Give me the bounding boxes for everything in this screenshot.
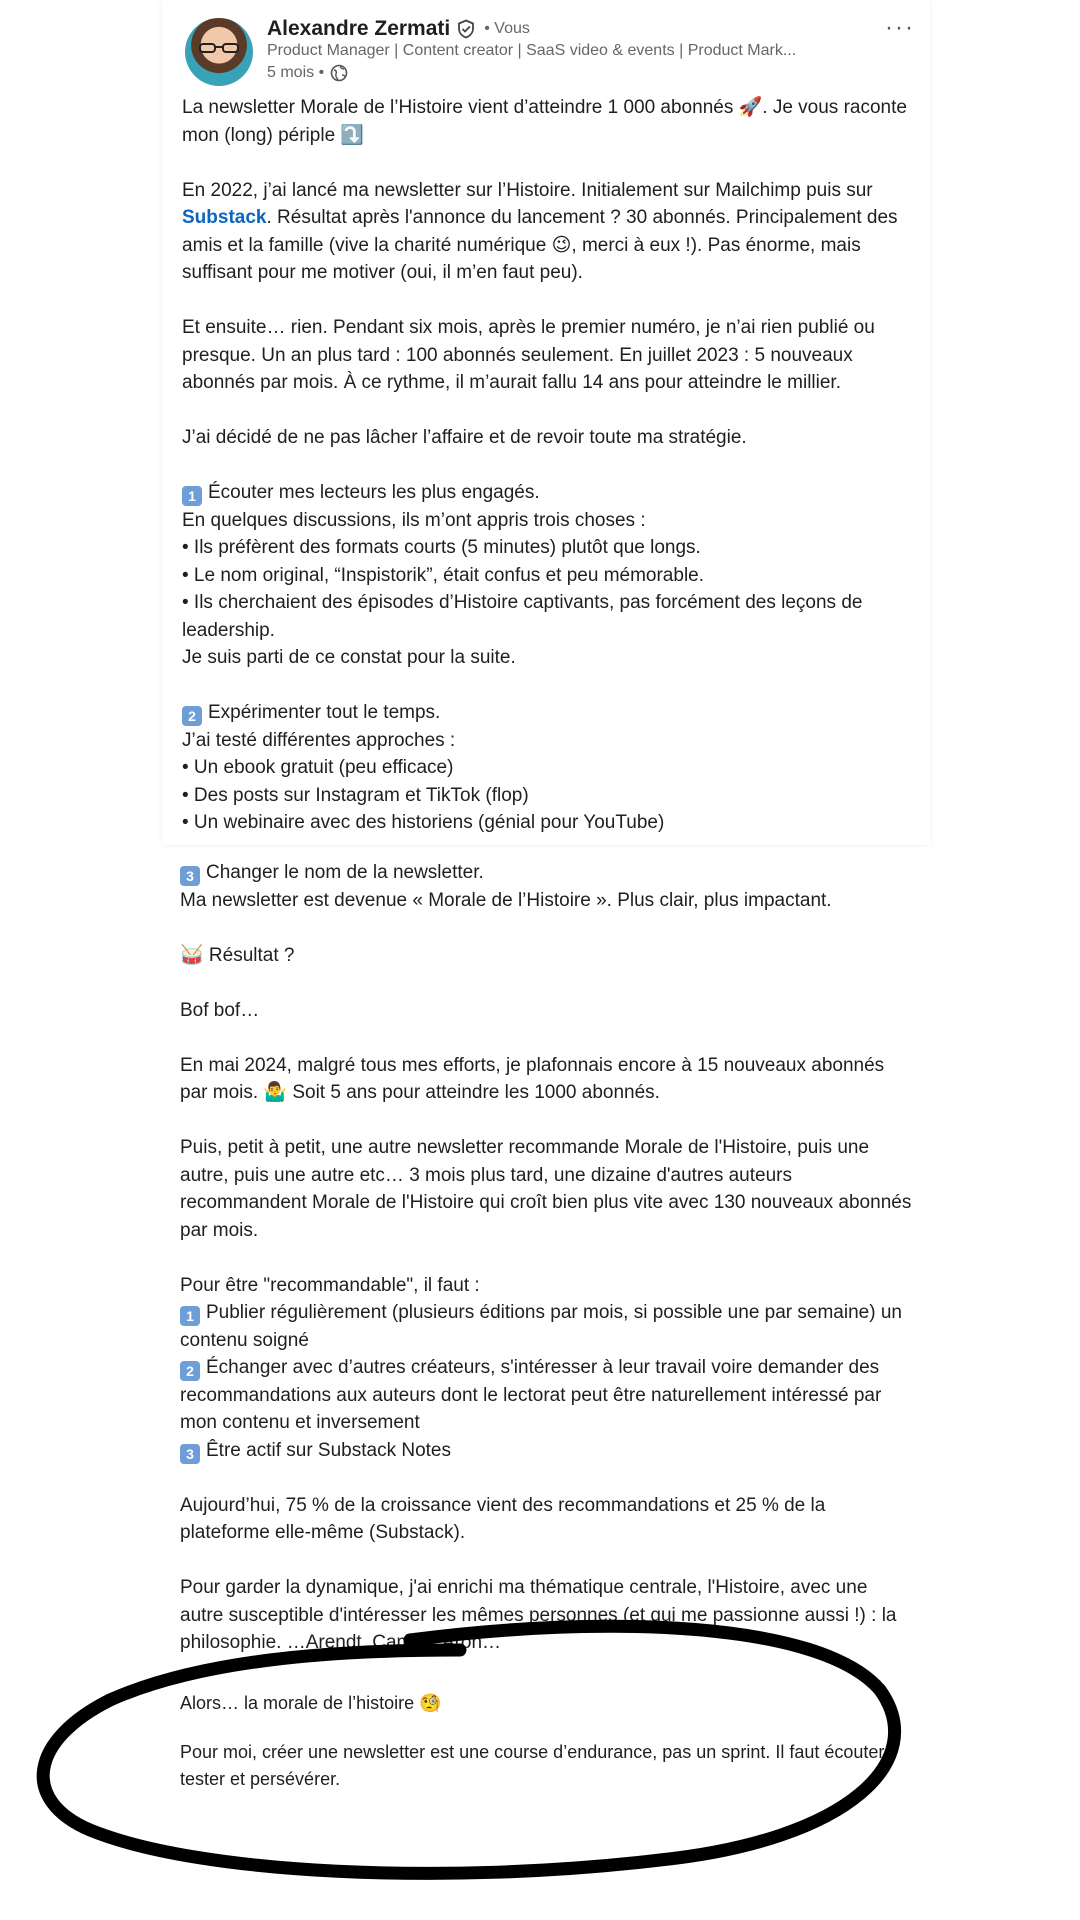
list-item: • Un webinaire avec des historiens (génial pour YouTube) <box>182 812 665 833</box>
step-3-body: Ma newsletter est devenue « Morale de l’Histoire ». Plus clair, plus impactant. <box>180 889 832 911</box>
post-body-bottom <box>180 859 915 1657</box>
paragraph-decision: J’ai décidé de ne pas lâcher l’affaire et de revoir toute ma stratégie. <box>182 427 747 448</box>
post-age: 5 mois • <box>267 64 325 81</box>
step-3-title: 3 Changer le nom de la newsletter. <box>180 859 915 887</box>
keycap-one-icon: 1 <box>180 1306 200 1326</box>
step-2-title: 2 Expérimenter tout le temps. <box>182 699 917 727</box>
step-2-intro: J’ai testé différentes approches : <box>182 729 456 751</box>
list-item: • Ils cherchaient des épisodes d’Histoire captivants, pas forcément des leçons de leadership. <box>182 592 863 641</box>
rec-item-1: 1 Publier régulièrement (plusieurs éditions par mois, si possible une par semaine) un contenu soigné <box>180 1302 902 1351</box>
paragraph-stall: Et ensuite… rien. Pendant six mois, après le premier numéro, je n’ai rien publié ou presque. Un an plus tard : 100 abonnés seulement. En juillet 2023 : 5 nouveaux abonnés par mois. À ce rythme, il m’aurait fallu 14 ans pour atteindre le millier. <box>182 317 875 393</box>
shield-check-icon <box>456 19 476 39</box>
rec-item-2: 2 Échanger avec d’autres créateurs, s'intéresser à leur travail voire demander des recommandations aux auteurs dont le lectorat peut être naturellement intéressé par mon contenu et inversement <box>180 1357 882 1433</box>
final-paragraph: Pour moi, créer une newsletter est une course d’endurance, pas un sprint. Il faut écouter, tester et persévérer. <box>180 1742 889 1789</box>
keycap-one-icon: 1 <box>182 486 202 506</box>
paragraph-reco: Puis, petit à petit, une autre newsletter recommande Morale de l'Histoire, puis une autre, puis une autre etc… 3 mois plus tard, une dizaine d'autres auteurs recommandent Morale de l'Histoire qui croît bien plus vite avec 130 nouveaux abonnés par mois. <box>180 1137 912 1241</box>
avatar-glasses-icon <box>199 43 239 53</box>
step-1-end: Je suis parti de ce constat pour la suite. <box>182 647 516 668</box>
bof-line: Bof bof… <box>180 999 260 1021</box>
more-icon[interactable]: ··· <box>885 14 915 41</box>
list-item: • Des posts sur Instagram et TikTok (flop) <box>182 784 529 806</box>
rec-intro: Pour être "recommandable", il faut : <box>180 1274 480 1296</box>
post-header <box>185 14 915 88</box>
list-item: • Un ebook gratuit (peu efficace) <box>182 757 454 778</box>
step-1-title: 1 Écouter mes lecteurs les plus engagés. <box>182 479 917 507</box>
globe-icon <box>330 64 348 82</box>
post-body-top <box>182 94 917 837</box>
keycap-three-icon: 3 <box>180 1444 200 1464</box>
post-meta <box>267 64 348 82</box>
substack-link[interactable]: Substack <box>182 207 267 228</box>
avatar[interactable] <box>185 18 253 86</box>
result-line: 🥁 Résultat ? <box>180 944 295 966</box>
author-name[interactable]: Alexandre Zermati <box>267 17 451 40</box>
paragraph-keep: Pour garder la dynamique, j'ai enrichi ma thématique centrale, l'Histoire, avec une autre susceptible d'intéresser les mêmes personnes (et qui me passionne aussi !) : la philosophie. …Arendt, Camus, Aron… <box>180 1577 897 1653</box>
intro-paragraph: La newsletter Morale de l’Histoire vient d’atteindre 1 000 abonnés 🚀. Je vous raconte mon (long) périple ⤵️ <box>182 97 907 146</box>
moral-line: Alors… la morale de l’histoire 🧐 <box>180 1693 442 1713</box>
relationship-label: • Vous <box>484 20 530 37</box>
step-1-intro: En quelques discussions, ils m’ont appris trois choses : <box>182 509 646 531</box>
paragraph-may: En mai 2024, malgré tous mes efforts, je plafonnais encore à 15 nouveaux abonnés par mois. 🤷‍♂️ Soit 5 ans pour atteindre les 1000 abonnés. <box>180 1054 885 1103</box>
list-item: • Le nom original, “Inspistorik”, était confus et peu mémorable. <box>182 564 705 586</box>
keycap-three-icon: 3 <box>180 866 200 886</box>
post-conclusion <box>180 1690 915 1793</box>
keycap-two-icon: 2 <box>182 706 202 726</box>
paragraph-launch: En 2022, j’ai lancé ma newsletter sur l’Histoire. Initialement sur Mailchimp puis sur Substack. Résultat après l'annonce du lancement ? 30 abonnés. Principalement des amis et la famille (vive la charité numérique 😉, merci à eux !). Pas énorme, mais suffisant pour me motiver (oui, il m’en faut peu). <box>182 179 898 283</box>
author-headline: Product Manager | Content creator | SaaS video & events | Product Mark... <box>267 42 797 59</box>
list-item: • Ils préfèrent des formats courts (5 minutes) plutôt que longs. <box>182 537 701 558</box>
rec-item-3: 3 Être actif sur Substack Notes <box>180 1437 915 1465</box>
paragraph-today: Aujourd’hui, 75 % de la croissance vient des recommandations et 25 % de la plateforme elle-même (Substack). <box>180 1494 826 1543</box>
keycap-two-icon: 2 <box>180 1361 200 1381</box>
